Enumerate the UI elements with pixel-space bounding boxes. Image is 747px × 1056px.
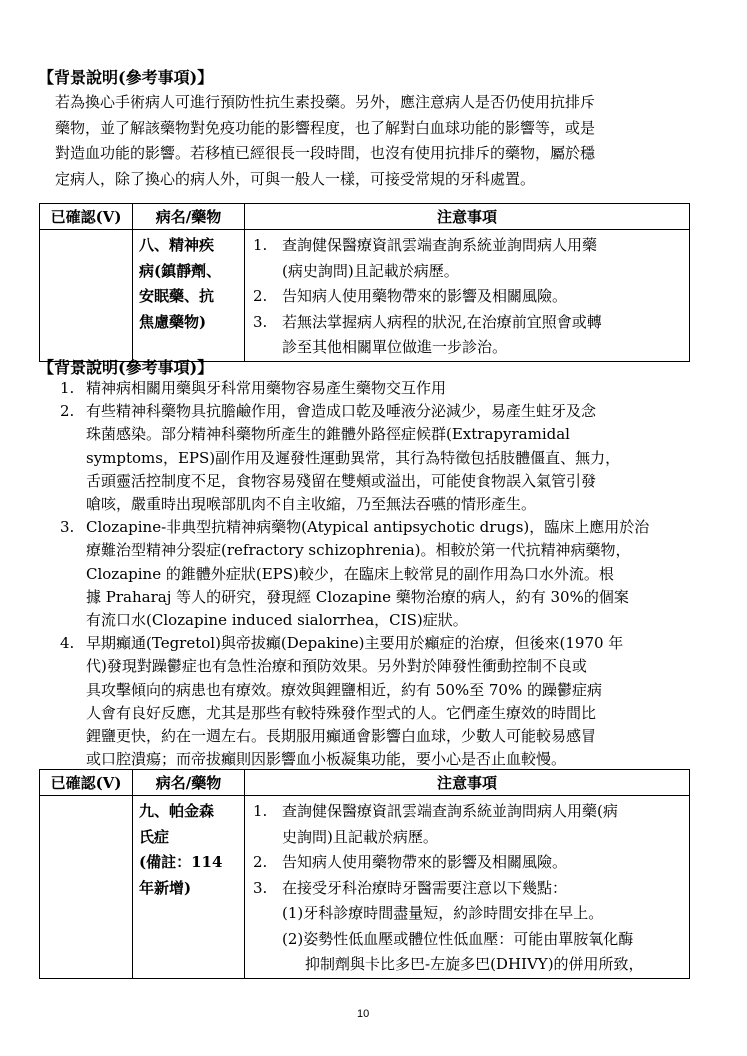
confirm-cell[interactable] — [40, 230, 133, 362]
confirm-cell[interactable] — [40, 796, 133, 979]
list-number: 1. — [60, 379, 75, 397]
category-line: 氏症 — [139, 827, 170, 846]
note-line: 告知病人使用藥物帶來的影響及相關風險。 — [282, 287, 568, 305]
note-line: 告知病人使用藥物帶來的影響及相關風險。 — [282, 853, 568, 871]
note-line: 史詢問)且記載於病歷。 — [282, 827, 438, 846]
text-line: 對造血功能的影響。若移植已經很長一段時間，也沒有使用抗排斥的藥物，屬於穩 — [55, 144, 596, 162]
list-line: 珠菌感染。部分精神科藥物所產生的錐體外路徑症候群(Extrapyramidal — [86, 425, 570, 444]
category-line: 九、帕金森 — [139, 802, 215, 820]
note-item — [249, 850, 685, 876]
list-item — [60, 632, 690, 771]
list-line: Clozapine-非典型抗精神病藥物(Atypical antipsychotic drugs)，臨床上應用於治 — [86, 518, 650, 537]
header-disease-drug: 病名/藥物 — [133, 770, 245, 796]
note-number: 2. — [253, 853, 268, 871]
background-heading-2: 【背景說明(參考事項)】 — [38, 358, 214, 377]
note-item — [249, 233, 685, 284]
list-line: 有些精神科藥物具抗膽鹼作用，會造成口乾及唾液分泌減少，易產生蛀牙及念 — [86, 402, 597, 421]
note-line: (病史詢問)且記載於病歷。 — [282, 261, 459, 280]
text-line: 若為換心手術病人可進行預防性抗生素投藥。另外，應注意病人是否仍使用抗排斥 — [55, 93, 596, 111]
list-line: 療難治型精神分裂症(refractory schizophrenia)。相較於第一代抗精神病藥物， — [86, 541, 631, 560]
sub-note-line: (1)牙科診療時間盡量短，約診時間安排在早上。 — [282, 904, 604, 922]
list-item — [60, 377, 690, 400]
header-notes: 注意事項 — [245, 204, 690, 230]
note-number: 1. — [253, 236, 268, 254]
list-item — [60, 516, 690, 632]
header-confirmed: 已確認(V) — [40, 204, 133, 230]
list-line: 或口腔潰瘍；而帝拔癲則因影響血小板凝集功能，要小心是否止血較慢。 — [86, 750, 567, 769]
note-item — [249, 799, 685, 850]
list-line: 舌頭靈活控制度不足，食物容易殘留在雙頰或溢出，可能使食物誤入氣管引發 — [86, 471, 597, 490]
note-item — [249, 310, 685, 361]
list-item — [60, 400, 690, 516]
list-line: 嗆咳，嚴重時出現喉部肌肉不自主收縮，乃至無法吞嚥的情形產生。 — [86, 495, 537, 514]
category-line: 安眠藥、抗 — [139, 287, 215, 305]
text-line: 定病人，除了換心的病人外，可與一般人一樣，可接受常規的牙科處置。 — [55, 169, 536, 188]
note-number: 3. — [253, 878, 268, 897]
list-line: 精神病相關用藥與牙科常用藥物容易產生藥物交互作用 — [86, 379, 447, 397]
note-item — [249, 876, 685, 978]
list-line: 有流口水(Clozapine induced sialorrhea，CIS)症狀。 — [86, 611, 468, 630]
list-number: 3. — [60, 518, 75, 537]
list-line: Clozapine 的錐體外症狀(EPS)較少，在臨床上較常見的副作用為口水外流。根 — [86, 564, 614, 583]
precaution-table-psychiatric — [39, 203, 690, 362]
header-disease-drug: 病名/藥物 — [133, 204, 245, 230]
background-list — [60, 377, 690, 771]
list-line: 人會有良好反應，尤其是那些有較特殊發作型式的人。它們產生療效的時間比 — [86, 703, 597, 722]
disease-category-cell — [133, 230, 245, 362]
list-line: symptoms，EPS)副作用及遲發性運動異常，其行為特徵包括肢體僵直、無力， — [86, 448, 621, 467]
category-line: 病(鎮靜劑、 — [139, 261, 222, 280]
page-number: 10 — [357, 1008, 370, 1020]
list-number: 2. — [60, 402, 75, 421]
category-line: 八、精神疾 — [139, 236, 215, 254]
category-line: 年新增) — [139, 878, 192, 897]
list-line: 代)發現對躁鬱症也有急性治療和預防效果。另外對於陣發性衝動控制不良或 — [86, 657, 587, 676]
note-number: 2. — [253, 287, 268, 305]
category-line: 焦慮藥物) — [139, 312, 207, 331]
note-line: 在接受牙科治療時牙醫需要注意以下幾點： — [282, 878, 568, 897]
header-confirmed: 已確認(V) — [40, 770, 133, 796]
note-line: 查詢健保醫療資訊雲端查詢系統並詢問病人用藥(病 — [282, 802, 618, 820]
notes-cell — [245, 230, 690, 362]
list-line: 具攻擊傾向的病患也有療效。療效與鋰鹽相近，約有 50%至 70% 的躁鬱症病 — [86, 680, 602, 699]
background-paragraph-1 — [55, 90, 695, 192]
sub-note-line: 抑制劑與卡比多巴-左旋多巴(DHIVY)的併用所致， — [305, 955, 644, 973]
list-line: 鋰鹽更快，約在一週左右。長期服用癲通會影響白血球，少數人可能較易感冒 — [86, 727, 597, 746]
note-line: 診至其他相關單位做進一步診治。 — [282, 338, 508, 356]
precaution-table-parkinson — [39, 769, 690, 979]
disease-category-cell — [133, 796, 245, 979]
background-heading-1: 【背景說明(參考事項)】 — [38, 68, 214, 87]
category-line: (備註：114 — [139, 853, 223, 871]
note-line: 查詢健保醫療資訊雲端查詢系統並詢問病人用藥 — [282, 236, 598, 254]
notes-cell — [245, 796, 690, 979]
note-number: 1. — [253, 802, 268, 820]
note-item — [249, 284, 685, 310]
list-number: 4. — [60, 634, 75, 653]
text-line: 藥物，並了解該藥物對免疫功能的影響程度，也了解對白血球功能的影響等，或是 — [55, 118, 596, 137]
note-line: 若無法掌握病人病程的狀況,在治療前宜照會或轉 — [282, 312, 602, 331]
list-line: 早期癲通(Tegretol)與帝拔癲(Depakine)主要用於癲症的治療，但後來(1970 年 — [86, 634, 624, 653]
note-number: 3. — [253, 312, 268, 331]
sub-note-line: (2)姿勢性低血壓或體位性低血壓：可能由單胺氧化酶 — [282, 929, 634, 948]
header-notes: 注意事項 — [245, 770, 690, 796]
list-line: 據 Praharaj 等人的研究，發現經 Clozapine 藥物治療的病人，約有 30%的個案 — [86, 587, 629, 606]
